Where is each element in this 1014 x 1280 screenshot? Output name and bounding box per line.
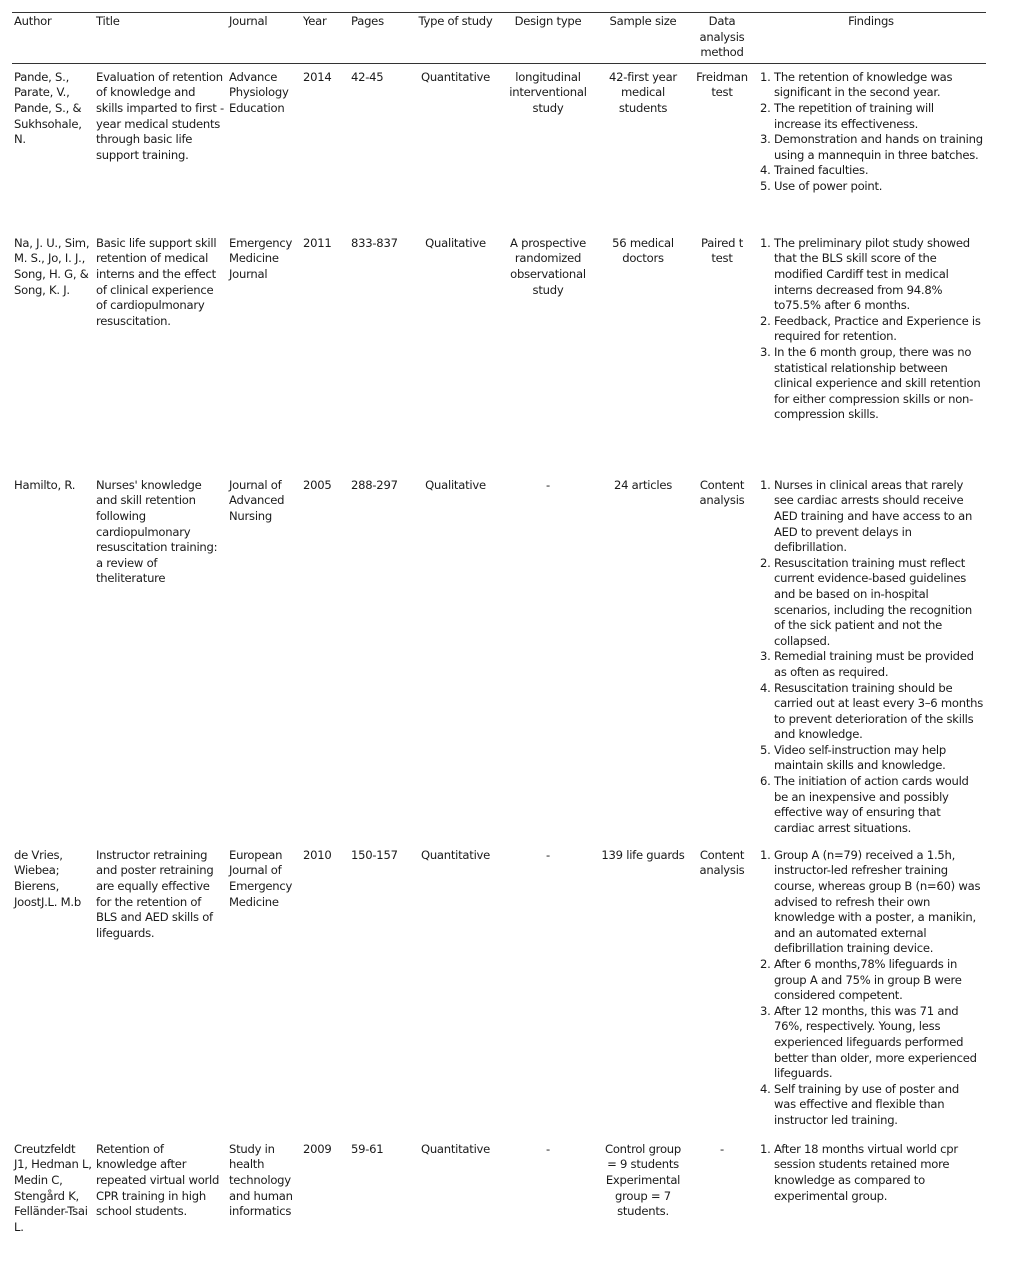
cell-data-analysis-method: - [720,1141,724,1156]
findings-list [758,236,984,423]
header-title: Title [94,13,227,64]
cell-type-of-study: Qualitative [425,235,486,250]
cell-year: 2010 [303,847,332,862]
cell-type-of-study: Quantitative [420,1141,491,1156]
finding-item: 3. In the 6 month group, there was no statistical relationship between clinical experience and skill retention for either compression skills or non-compression skills. [774,345,984,423]
finding-item: 2. The repetition of training will increase its effectiveness. [774,101,984,132]
cell-year: 2005 [303,477,332,492]
finding-item: 4. Self training by use of poster and was effective and flexible than instructor led training. [774,1082,984,1129]
finding-item: 3. After 12 months, this was 71 and 76%, respectively. Young, less experienced lifeguards performed better than older, more experienced lifeguards. [774,1004,984,1082]
header-row [12,13,986,64]
finding-item: 5. Video self-instruction may help maintain skills and knowledge. [774,743,984,774]
cell-design-type: - [546,847,550,862]
cell-sample-size: 24 articles [613,477,673,492]
cell-findings [756,842,986,1136]
finding-item: 1. Nurses in clinical areas that rarely see cardiac arrests should receive AED training and have access to an AED to prevent delays in defibrillation. [774,478,984,556]
cell-year: 2014 [303,69,332,84]
findings-list [758,848,984,1129]
cell-title: Basic life support skill retention of medical interns and the effect of clinical experience of cardiopulmonary resuscitation. [96,235,217,328]
cell-findings [756,1136,986,1254]
header-sample-size: Sample size [598,13,688,64]
header-pages: Pages [349,13,413,64]
header-design-type: Design type [498,13,598,64]
cell-author: Pande, S., Parate, V., Pande, S., & Sukhsohale, N. [14,69,82,147]
cell-year: 2011 [303,235,332,250]
cell-author: Na, J. U., Sim, M. S., Jo, I. J., Song, H. G, & Song, K. J. [14,235,90,297]
table-row [12,472,986,842]
cell-journal: Emergency Medicine Journal [229,235,293,281]
cell-journal: Advance Physiology Education [229,69,289,115]
cell-sample-size: 139 life guards [601,847,685,862]
cell-title: Retention of knowledge after repeated virtual world CPR training in high school students. [96,1141,220,1219]
cell-design-type: A prospective randomized observational study [510,235,586,297]
finding-item: 3. Remedial training must be provided as often as required. [774,649,984,680]
cell-design-type: - [546,477,550,492]
table-body [12,63,986,1254]
finding-item: 4. Trained faculties. [774,163,984,179]
finding-item: 4. Resuscitation training should be carried out at least every 3–6 months to prevent deterioration of the skills and knowledge. [774,681,984,743]
findings-list [758,1142,984,1204]
cell-data-analysis-method: Freidman test [696,69,748,100]
header-author: Author [12,13,94,64]
header-journal: Journal [227,13,301,64]
cell-design-type: longitudinal interventional study [509,69,587,115]
header-type-of-study: Type of study [413,13,498,64]
cell-pages: 833-837 [351,235,398,250]
cell-sample-size: Control group = 9 students Experimental group = 7 students. [604,1141,681,1219]
cell-title: Evaluation of retention of knowledge and skills imparted to first - year medical students through basic life support training. [96,69,224,162]
cell-data-analysis-method: Paired t test [700,235,744,266]
cell-findings [756,230,986,472]
literature-review-table-sheet [12,12,986,1254]
finding-item: 5. Use of power point. [774,179,984,195]
cell-pages: 288-297 [351,477,398,492]
cell-type-of-study: Quantitative [420,69,491,84]
cell-sample-size: 42-first year medical students [609,69,677,115]
cell-author: de Vries, Wiebea; Bierens, JoostJ.L. M.b [14,847,81,909]
finding-item: 1. After 18 months virtual world cpr session students retained more knowledge as compared to experimental group. [774,1142,984,1204]
cell-pages: 42-45 [351,69,384,84]
finding-item: 2. Feedback, Practice and Experience is required for retention. [774,314,984,345]
cell-design-type: - [546,1141,550,1156]
cell-type-of-study: Quantitative [420,847,491,862]
finding-item: 6. The initiation of action cards would be an inexpensive and possibly effective way of ensuring that cardiac arrest situations. [774,774,984,836]
table-row [12,1136,986,1254]
findings-list [758,70,984,195]
cell-journal: Study in health technology and human informatics [229,1141,293,1219]
cell-findings [756,472,986,842]
table-row [12,842,986,1136]
findings-list [758,478,984,837]
cell-type-of-study: Qualitative [425,477,486,492]
finding-item: 1. The preliminary pilot study showed that the BLS skill score of the modified Cardiff test in medical interns decreased from 94.8% to75.5% after 6 months. [774,236,984,314]
finding-item: 3. Demonstration and hands on training using a mannequin in three batches. [774,132,984,163]
cell-pages: 59-61 [351,1141,384,1156]
cell-year: 2009 [303,1141,332,1156]
cell-data-analysis-method: Content analysis [699,477,745,508]
cell-pages: 150-157 [351,847,398,862]
table-row [12,63,986,230]
cell-title: Nurses' knowledge and skill retention following cardiopulmonary resuscitation training: a review of theliterature [96,477,218,586]
finding-item: 1. Group A (n=79) received a 1.5h, instructor-led refresher training course, whereas group B (n=60) was advised to refresh their own knowledge with a poster, a manikin, and an automated external defibrillation training device. [774,848,984,957]
cell-title: Instructor retraining and poster retraining are equally effective for the retention of BLS and AED skills of lifeguards. [96,847,214,940]
cell-findings [756,63,986,230]
finding-item: 2. After 6 months,78% lifeguards in group A and 75% in group B were considered competent. [774,957,984,1004]
header-data-analysis-method: Data analysis method [688,13,756,64]
cell-sample-size: 56 medical doctors [612,235,674,266]
header-findings: Findings [756,13,986,64]
finding-item: 2. Resuscitation training must reflect current evidence-based guidelines and be based on in-hospital scenarios, including the recognition of the sick patient and not the collapsed. [774,556,984,650]
cell-journal: European Journal of Emergency Medicine [229,847,293,909]
cell-author: Hamilto, R. [14,477,76,492]
cell-journal: Journal of Advanced Nursing [229,477,285,523]
table-row [12,230,986,472]
cell-data-analysis-method: Content analysis [699,847,745,878]
cell-author: Creutzfeldt J1, Hedman L, Medin C, Stengård K, Felländer-Tsai L. [14,1141,92,1234]
finding-item: 1. The retention of knowledge was significant in the second year. [774,70,984,101]
header-year: Year [301,13,349,64]
literature-review-table [12,12,986,1254]
